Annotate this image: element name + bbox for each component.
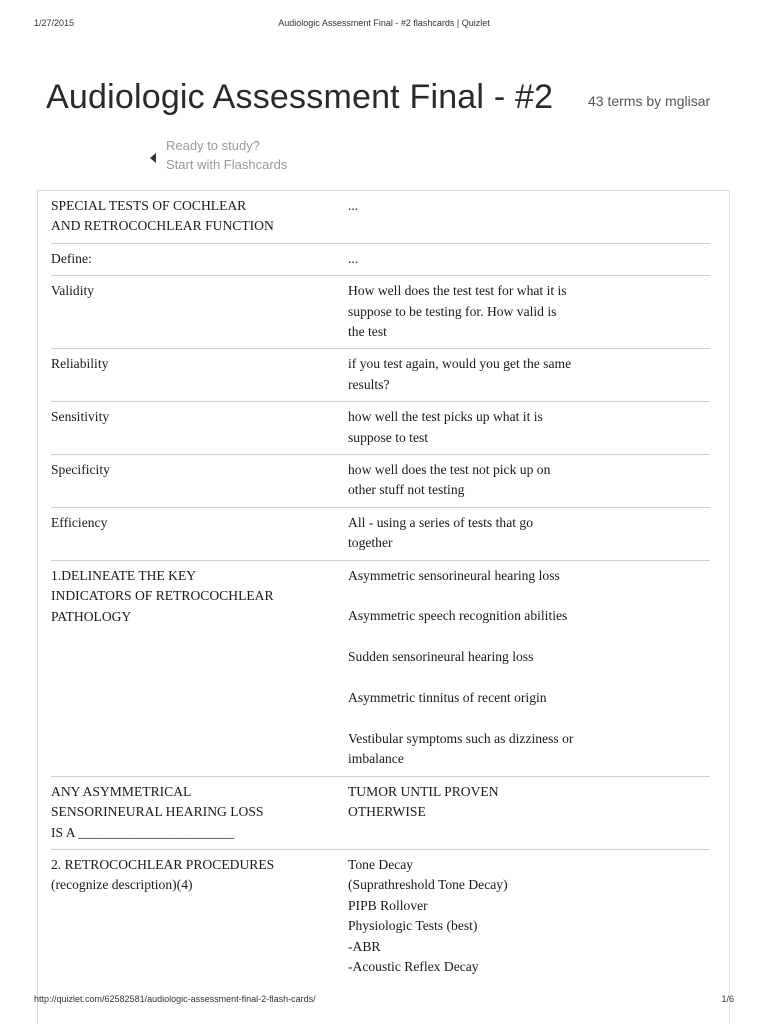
set-title: Audiologic Assessment Final - #2 [46,78,554,116]
study-prompt-line2[interactable]: Start with Flashcards [166,157,288,172]
print-footer [34,994,734,1008]
definition-line: Asymmetric speech recognition abilities [348,608,568,624]
terms-card [37,190,730,1024]
definition [348,855,710,977]
definition [348,281,710,342]
definition-line: Tone Decay (Suprathreshold Tone Decay) PIPB Rollover Physiologic Tests (best) -ABR -Acoustic Reflex Decay [348,856,508,974]
term-row [51,561,710,777]
term-row [51,191,710,244]
print-page-title: Audiologic Assessment Final - #2 flashcards | Quizlet [278,18,490,28]
definition [348,566,710,770]
term-row [51,777,710,850]
definition-line: if you test again, would you get the same results? [348,356,572,392]
definition-line: All - using a series of tests that go together [348,514,533,551]
term-text: 1.DELINEATE THE KEY INDICATORS OF RETROCOCHLEAR PATHOLOGY [51,567,274,624]
term-text: Define: [51,250,92,266]
definition-line: How well does the test test for what it is suppose to be testing for. How valid is the test [348,283,567,340]
definition-spacer [348,586,710,606]
definition [348,782,710,843]
term-text: Specificity [51,462,110,478]
definition-line: Sudden sensorineural hearing loss [348,649,534,665]
term-row [51,276,710,349]
term-row [51,244,710,276]
term-row [51,349,710,402]
definition-line: Asymmetric tinnitus of recent origin [348,690,547,706]
print-page-number: 1/6 [721,994,734,1004]
definition-line: Vestibular symptoms such as dizziness or imbalance [348,730,574,767]
print-url: http://quizlet.com/62582581/audiologic-assessment-final-2-flash-cards/ [34,994,316,1004]
term-text: 2. RETROCOCHLEAR PROCEDURES (recognize description)(4) [51,856,275,893]
term-row [51,402,710,455]
definition-line: Asymmetric sensorineural hearing loss [348,567,560,583]
chevron-left-icon [150,153,156,163]
term-text: SPECIAL TESTS OF COCHLEAR AND RETROCOCHLEAR FUNCTION [51,198,274,234]
print-date: 1/27/2015 [34,18,75,28]
term-text: ANY ASYMMETRICAL SENSORINEURAL HEARING LOSS IS A _______________________ [51,783,264,840]
definition-line: ... [348,250,359,266]
terms-list [51,191,710,983]
definition-line: how well does the test not pick up on other stuff not testing [348,462,551,498]
definition [348,354,710,395]
term-row [51,508,710,561]
print-header [34,18,734,32]
term-text: Reliability [51,356,109,372]
term-text: Sensitivity [51,409,110,425]
definition-spacer [348,708,710,728]
definition [348,513,710,554]
term-row [51,455,710,508]
set-meta[interactable]: 43 terms by mglisar [588,93,711,109]
definition [348,407,710,448]
definition-spacer [348,627,710,647]
definition [348,460,710,501]
definition [348,249,710,269]
study-prompt-line1: Ready to study? [166,138,260,153]
definition-spacer [348,668,710,688]
term-row [51,850,710,983]
definition-line: ... [348,198,359,213]
definition-line: TUMOR UNTIL PROVEN OTHERWISE [348,783,499,820]
definition [348,196,710,237]
definition-line: how well the test picks up what it is suppose to test [348,409,543,445]
term-text: Validity [51,283,95,299]
term-text: Efficiency [51,514,108,530]
